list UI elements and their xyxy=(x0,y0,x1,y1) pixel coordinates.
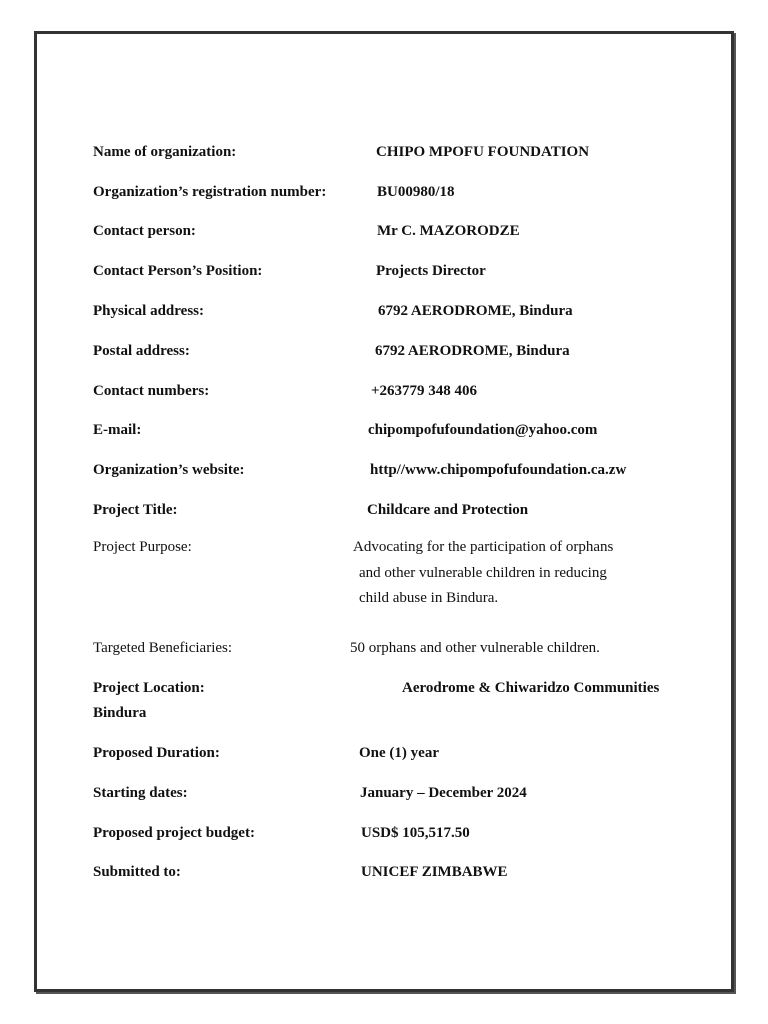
document-page xyxy=(34,31,734,992)
field-label: Starting dates: xyxy=(93,785,188,801)
field-value: 50 orphans and other vulnerable children. xyxy=(350,640,600,656)
field-value: Aerodrome & Chiwaridzo Communities xyxy=(402,680,660,696)
field-value: BU00980/18 xyxy=(377,184,455,200)
field-label: Project Location: xyxy=(93,680,205,696)
field-label: Targeted Beneficiaries: xyxy=(93,640,233,656)
field-value: +263779 348 406 xyxy=(371,383,478,399)
field-value: UNICEF ZIMBABWE xyxy=(361,864,508,880)
field-label: Project Title: xyxy=(93,502,178,518)
field-label: Contact Person’s Position: xyxy=(93,263,263,279)
field-value: Projects Director xyxy=(376,263,486,279)
field-value: 6792 AERODROME, Bindura xyxy=(375,343,570,359)
field-label: Proposed Duration: xyxy=(93,745,220,761)
field-label: Contact person: xyxy=(93,223,196,239)
field-value: chipompofufoundation@yahoo.com xyxy=(368,422,598,438)
field-value-continuation: Bindura xyxy=(93,705,147,721)
field-label: Proposed project budget: xyxy=(93,825,255,841)
field-label: Organization’s website: xyxy=(93,462,245,478)
field-label: Project Purpose: xyxy=(93,539,192,555)
purpose-line-3: child abuse in Bindura. xyxy=(359,590,499,606)
field-label: E-mail: xyxy=(93,422,142,438)
field-label: Organization’s registration number: xyxy=(93,184,327,200)
field-value: CHIPO MPOFU FOUNDATION xyxy=(376,144,590,160)
field-value: 6792 AERODROME, Bindura xyxy=(378,303,573,319)
field-label: Contact numbers: xyxy=(93,383,210,399)
field-value: January – December 2024 xyxy=(360,785,527,801)
field-value: Childcare and Protection xyxy=(367,502,529,518)
field-value: Mr C. MAZORODZE xyxy=(377,223,520,239)
field-label: Physical address: xyxy=(93,303,204,319)
field-value: USD$ 105,517.50 xyxy=(361,825,470,841)
field-label: Submitted to: xyxy=(93,864,181,880)
field-label: Postal address: xyxy=(93,343,190,359)
purpose-line-1: Advocating for the participation of orphans xyxy=(353,539,614,555)
field-value: http//www.chipompofufoundation.ca.zw xyxy=(370,462,627,478)
field-value: One (1) year xyxy=(359,745,439,761)
purpose-line-2: and other vulnerable children in reducing xyxy=(359,565,607,581)
field-label: Name of organization: xyxy=(93,144,237,160)
